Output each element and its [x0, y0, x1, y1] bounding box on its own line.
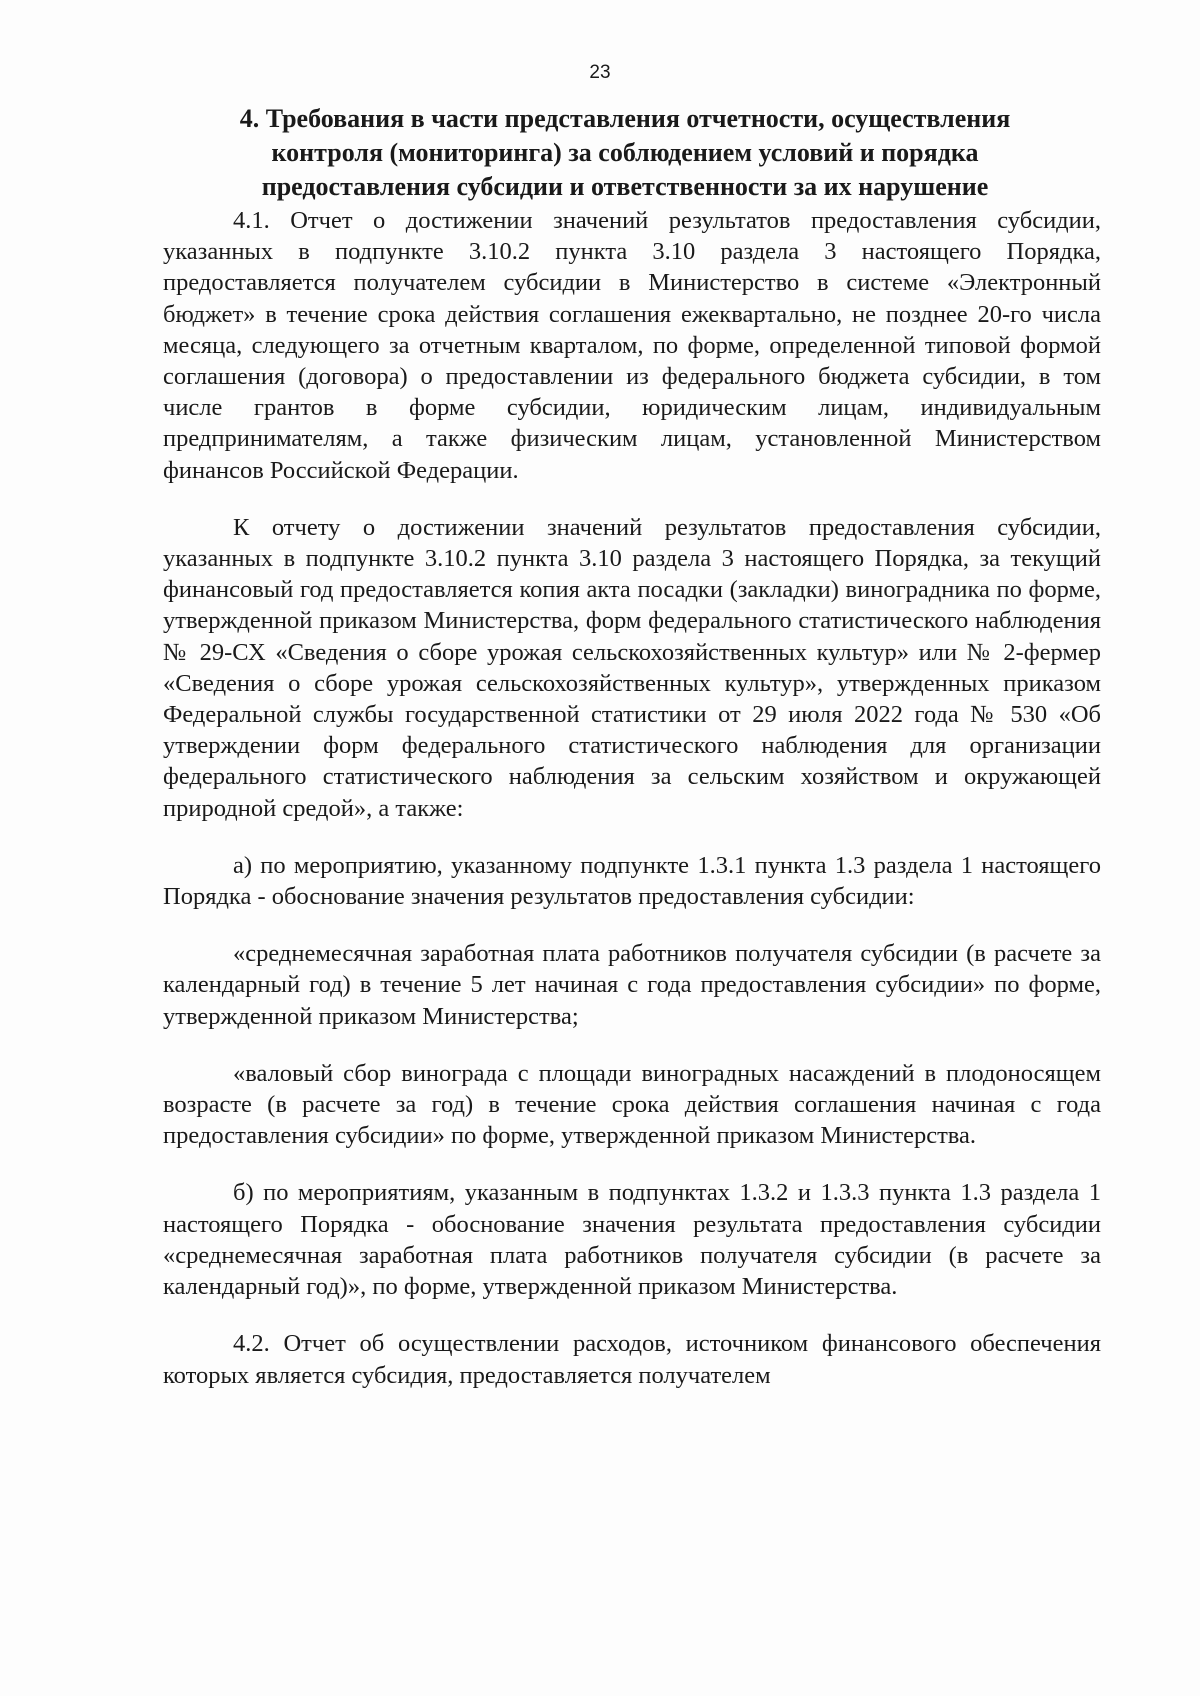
paragraph-quote-harvest: «валовый сбор винограда с площади виноградных насаждений в плодоносящем возрасте (в расчете за год) в течение срока действия соглашения начиная с года предоставления субсидии» по форме, утвержденной приказом Министерства. [163, 1059, 1101, 1150]
paragraph-item-b: б) по мероприятиям, указанным в подпунктах 1.3.2 и 1.3.3 пункта 1.3 раздела 1 настоящего Порядка - обоснование значения результата предоставления субсидии «среднемесячная заработная плата работников получателя субсидии (в расчете за календарный год)», по форме, утвержденной приказом Министерства. [163, 1179, 1101, 1301]
paragraph-4-2: 4.2. Отчет об осуществлении расходов, источником финансового обеспечения которых является субсидия, предоставляется получателем [163, 1330, 1101, 1389]
section-heading-line: контроля (мониторинга) за соблюдением условий и порядка [271, 138, 979, 167]
page-number: 23 [589, 62, 611, 83]
paragraph-quote-salary: «среднемесячная заработная плата работников получателя субсидии (в расчете за календарный год) в течение 5 лет начиная с года предоставления субсидии» по форме, утвержденной приказом Министерства; [163, 940, 1101, 1030]
section-heading-line: предоставления субсидии и ответственности за их нарушение [261, 172, 989, 201]
document-body [163, 205, 1101, 1391]
paragraph-item-a: а) по мероприятию, указанному подпункте 1.3.1 пункта 1.3 раздела 1 настоящего Порядка - обоснование значения результатов предоставления субсидии: [163, 851, 1101, 911]
paragraph-report-attachments: К отчету о достижении значений результатов предоставления субсидии, указанных в подпункте 3.10.2 пункта 3.10 раздела 3 настоящего Порядка, за текущий финансовый год предоставляется копия акта посадки (закладки) виноградника по форме, утвержденной приказом Министерства, форм федерального статистического наблюдения № 29-СХ «Сведения о сборе урожая сельскохозяйственных культур» или № 2-фермер «Сведения о сборе урожая сельскохозяйственных культур», утвержденных приказом Федеральной службы государственной статистики от 29 июля 2022 года № 530 «Об утверждении форм федерального статистического наблюдения для организации федерального статистического наблюдения за сельским хозяйством и окружающей природной средой», а также: [163, 513, 1101, 822]
section-heading [200, 102, 1050, 204]
section-heading-line: 4. Требования в части представления отчетности, осуществления [239, 104, 1011, 133]
paragraph-4-1: 4.1. Отчет о достижении значений результатов предоставления субсидии, указанных в подпункте 3.10.2 пункта 3.10 раздела 3 настоящего Порядка, предоставляется получателем субсидии в Министерство в системе «Электронный бюджет» в течение срока действия соглашения ежеквартально, не позднее 20-го числа месяца, следующего за отчетным кварталом, по форме, определенной типовой формой соглашения (договора) о предоставлении из федерального бюджета субсидии, в том числе грантов в форме субсидии, юридическим лицам, индивидуальным предпринимателям, а также физическим лицам, установленной Министерством финансов Российской Федерации. [163, 207, 1101, 484]
